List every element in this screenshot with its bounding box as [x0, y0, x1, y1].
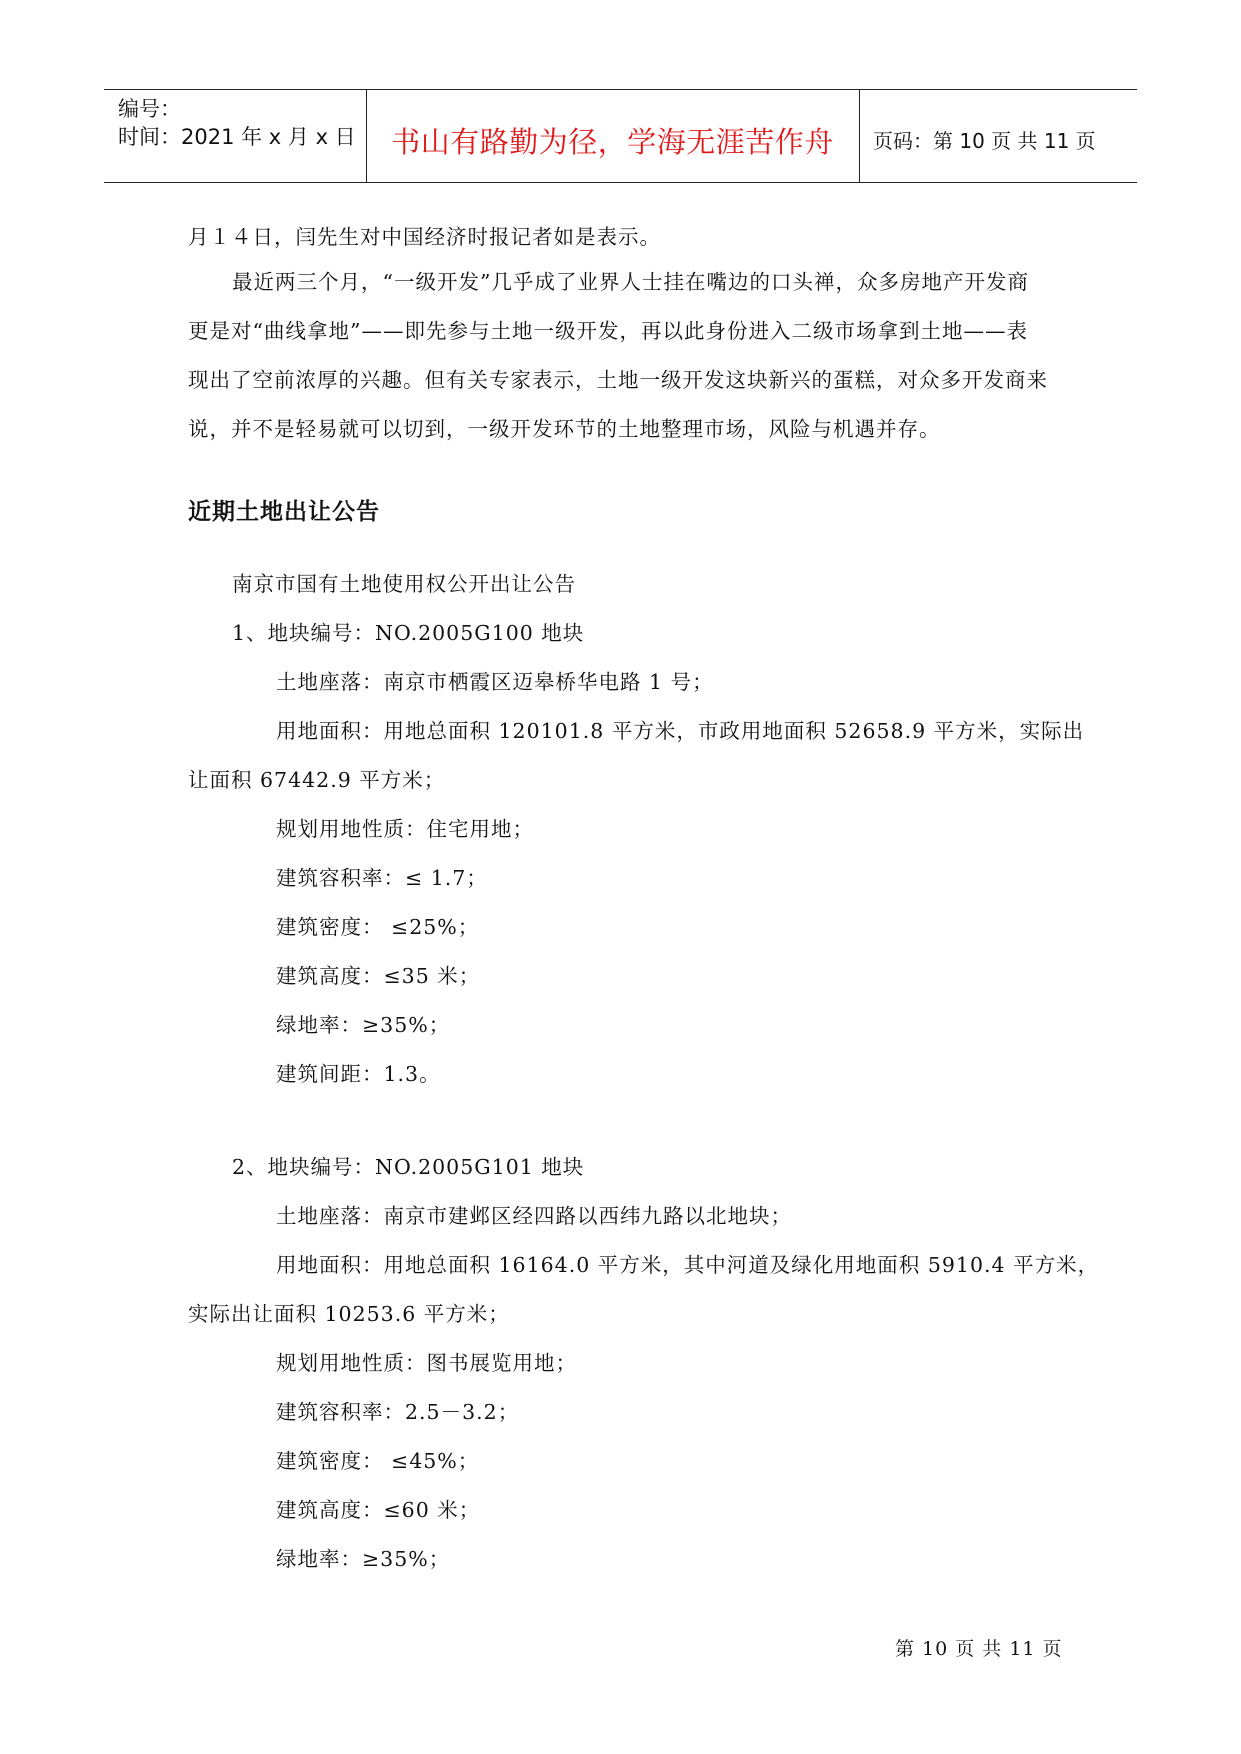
- document-time-label: 时间：2021 年 x 月 x 日: [118, 125, 356, 149]
- plot-density: 建筑密度： ≤45%；: [276, 1449, 480, 1473]
- plot-far: 建筑容积率：≤ 1.7；: [276, 866, 488, 890]
- plot-far: 建筑容积率：2.5－3.2；: [276, 1400, 520, 1424]
- header-info-cell: [104, 90, 367, 182]
- plot-number: 2、地块编号：NO.2005G101 地块: [232, 1155, 585, 1179]
- page-header: [104, 89, 1137, 183]
- plot-use: 规划用地性质：住宅用地；: [276, 817, 534, 841]
- header-motto-cell: [366, 90, 860, 182]
- plot-green: 绿地率：≥35%；: [276, 1547, 451, 1571]
- plot-area-cont: 让面积 67442.9 平方米；: [188, 768, 446, 792]
- paragraph-line: 月１４日，闫先生对中国经济时报记者如是表示。: [188, 225, 661, 249]
- plot-area: 用地面积：用地总面积 120101.8 平方米，市政用地面积 52658.9 平方米，实际出: [276, 719, 1085, 743]
- plot-location: 土地座落：南京市栖霞区迈皋桥华电路 1 号；: [276, 670, 714, 694]
- plot-location: 土地座落：南京市建邺区经四路以西纬九路以北地块；: [276, 1204, 792, 1228]
- plot-number: 1、地块编号：NO.2005G100 地块: [232, 621, 585, 645]
- paragraph-line: 最近两三个月，“一级开发”几乎成了业界人士挂在嘴边的口头禅，众多房地产开发商: [232, 270, 1029, 294]
- paragraph-line: 现出了空前浓厚的兴趣。但有关专家表示，土地一级开发这块新兴的蛋糕，对众多开发商来: [188, 368, 1048, 392]
- page-footer: 第 10 页 共 11 页: [895, 1638, 1063, 1660]
- section-heading: 近期土地出让公告: [188, 499, 380, 525]
- document-number-label: 编号：: [118, 97, 181, 121]
- plot-area: 用地面积：用地总面积 16164.0 平方米，其中河道及绿化用地面积 5910.4 平方米，: [276, 1253, 1100, 1277]
- plot-density: 建筑密度： ≤25%；: [276, 915, 480, 939]
- header-page-number: 页码：第 10 页 共 11 页: [873, 129, 1096, 153]
- paragraph-line: 说，并不是轻易就可以切到，一级开发环节的土地整理市场，风险与机遇并存。: [188, 417, 941, 441]
- plot-use: 规划用地性质：图书展览用地；: [276, 1351, 577, 1375]
- paragraph-line: 更是对“曲线拿地”——即先参与土地一级开发，再以此身份进入二级市场拿到土地——表: [188, 319, 1028, 343]
- plot-spacing: 建筑间距：1.3。: [276, 1062, 441, 1086]
- header-motto: 书山有路勤为径，学海无涯苦作舟: [391, 125, 834, 159]
- header-page-cell: [859, 90, 1137, 182]
- plot-area-cont: 实际出让面积 10253.6 平方米；: [188, 1302, 510, 1326]
- notice-title: 南京市国有土地使用权公开出让公告: [232, 572, 576, 596]
- plot-green: 绿地率：≥35%；: [276, 1013, 451, 1037]
- plot-height: 建筑高度：≤60 米；: [276, 1498, 481, 1522]
- plot-height: 建筑高度：≤35 米；: [276, 964, 481, 988]
